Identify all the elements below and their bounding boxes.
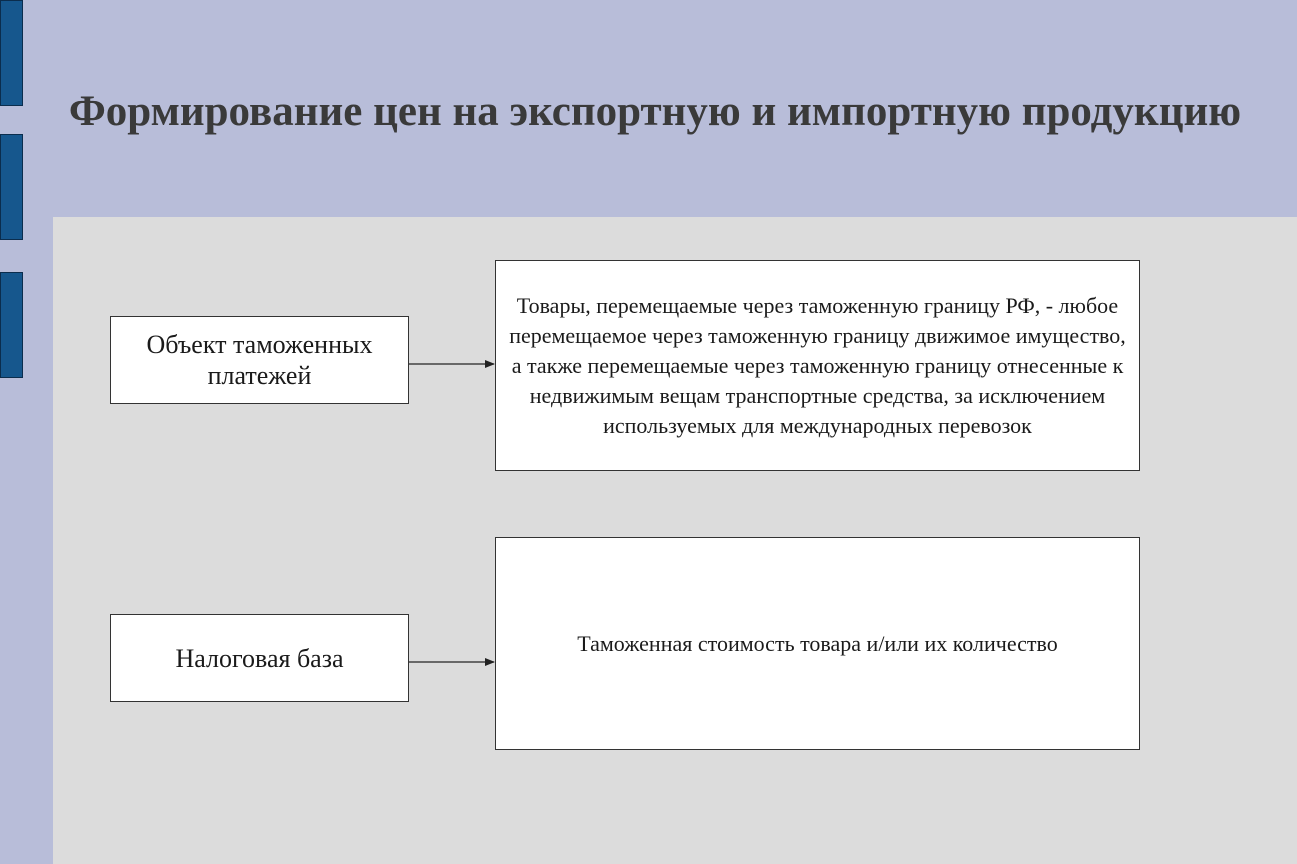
row-1-label: Объект таможенных платежей — [146, 330, 373, 390]
row-2-description: Таможенная стоимость товара и/или их количество — [577, 630, 1058, 656]
slide-title: Формирование цен на экспортную и импортную продукцию — [68, 88, 1242, 135]
row-2-label: Налоговая база — [175, 643, 344, 673]
row-1-description: Товары, перемещаемые через таможенную границу РФ, - любое перемещаемое через таможенную границу движимое имущество, а также перемещаемые через таможенную границу отнесенные к недвижимым вещам транспортные средства, за исключением используемых для международных перевозок — [509, 292, 1126, 438]
